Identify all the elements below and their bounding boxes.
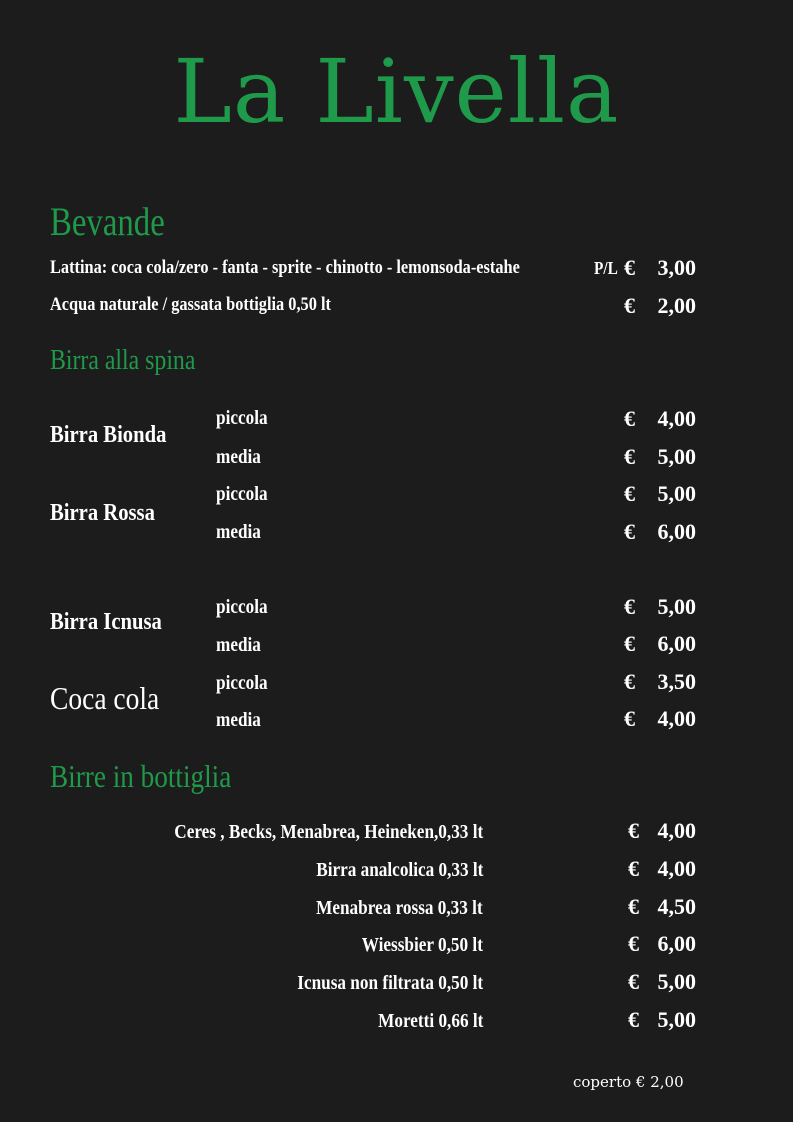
size-price: 4,00: [657, 706, 696, 731]
bottle-item-price: 5,00: [657, 969, 696, 994]
size-price: 5,00: [657, 481, 696, 506]
currency-symbol: €: [624, 406, 635, 431]
bottle-item-price: 4,00: [657, 856, 696, 881]
bottle-item-name: Wiessbier 0,50 lt: [361, 934, 483, 956]
currency-symbol: €: [628, 969, 639, 994]
size-label: media: [216, 634, 261, 656]
size-price: 3,50: [657, 669, 696, 694]
size-price: 4,00: [657, 406, 696, 431]
currency-symbol: €: [624, 293, 635, 318]
beer-name: Coca cola: [50, 680, 160, 716]
currency-symbol: €: [624, 255, 635, 280]
menu-item-price: 3,00: [657, 255, 696, 280]
currency-symbol: €: [624, 481, 635, 506]
currency-symbol: €: [624, 669, 635, 694]
size-label: piccola: [216, 596, 268, 618]
section-heading-bevande: Bevande: [50, 199, 165, 244]
currency-symbol: €: [628, 818, 639, 843]
size-price: 5,00: [657, 594, 696, 619]
bottle-item-name: Birra analcolica 0,33 lt: [315, 859, 483, 881]
currency-symbol: €: [628, 1007, 639, 1032]
menu-item-suffix: P/L: [594, 258, 618, 278]
currency-symbol: €: [624, 631, 635, 656]
coperto-note: coperto € 2,00: [573, 1073, 684, 1091]
menu-item-name: Acqua naturale / gassata bottiglia 0,50 lt: [50, 294, 331, 315]
beer-name: Birra Icnusa: [50, 609, 162, 635]
bottle-item-price: 5,00: [657, 1007, 696, 1032]
bottle-item-name: Menabrea rossa 0,33 lt: [316, 897, 483, 919]
size-label: media: [216, 709, 261, 731]
currency-symbol: €: [624, 594, 635, 619]
beer-name: Birra Rossa: [50, 500, 155, 526]
size-price: 6,00: [657, 631, 696, 656]
bottle-item-price: 4,50: [657, 894, 696, 919]
beer-name: Birra Bionda: [50, 422, 167, 448]
currency-symbol: €: [624, 706, 635, 731]
currency-symbol: €: [628, 931, 639, 956]
size-price: 6,00: [657, 519, 696, 544]
section-heading-bottiglia: Birre in bottiglia: [50, 758, 232, 794]
currency-symbol: €: [628, 894, 639, 919]
size-price: 5,00: [657, 444, 696, 469]
size-label: media: [216, 446, 261, 468]
bottle-item-name: Icnusa non filtrata 0,50 lt: [297, 972, 483, 994]
menu-item-name: Lattina: coca cola/zero - fanta - sprite - chinotto - lemonsoda-estahe: [50, 257, 520, 278]
bottle-item-name: Ceres , Becks, Menabrea, Heineken,0,33 lt: [174, 821, 483, 843]
size-label: media: [216, 521, 261, 543]
bottle-item-price: 6,00: [657, 931, 696, 956]
restaurant-title: La Livella: [173, 40, 620, 143]
bottle-item-name: Moretti 0,66 lt: [377, 1010, 483, 1032]
size-label: piccola: [216, 672, 268, 694]
currency-symbol: €: [624, 444, 635, 469]
currency-symbol: €: [628, 856, 639, 881]
size-label: piccola: [216, 483, 268, 505]
section-heading-spina: Birra alla spina: [50, 345, 196, 376]
size-label: piccola: [216, 407, 268, 429]
bottle-item-price: 4,00: [657, 818, 696, 843]
menu-item-price: 2,00: [657, 293, 696, 318]
currency-symbol: €: [624, 519, 635, 544]
